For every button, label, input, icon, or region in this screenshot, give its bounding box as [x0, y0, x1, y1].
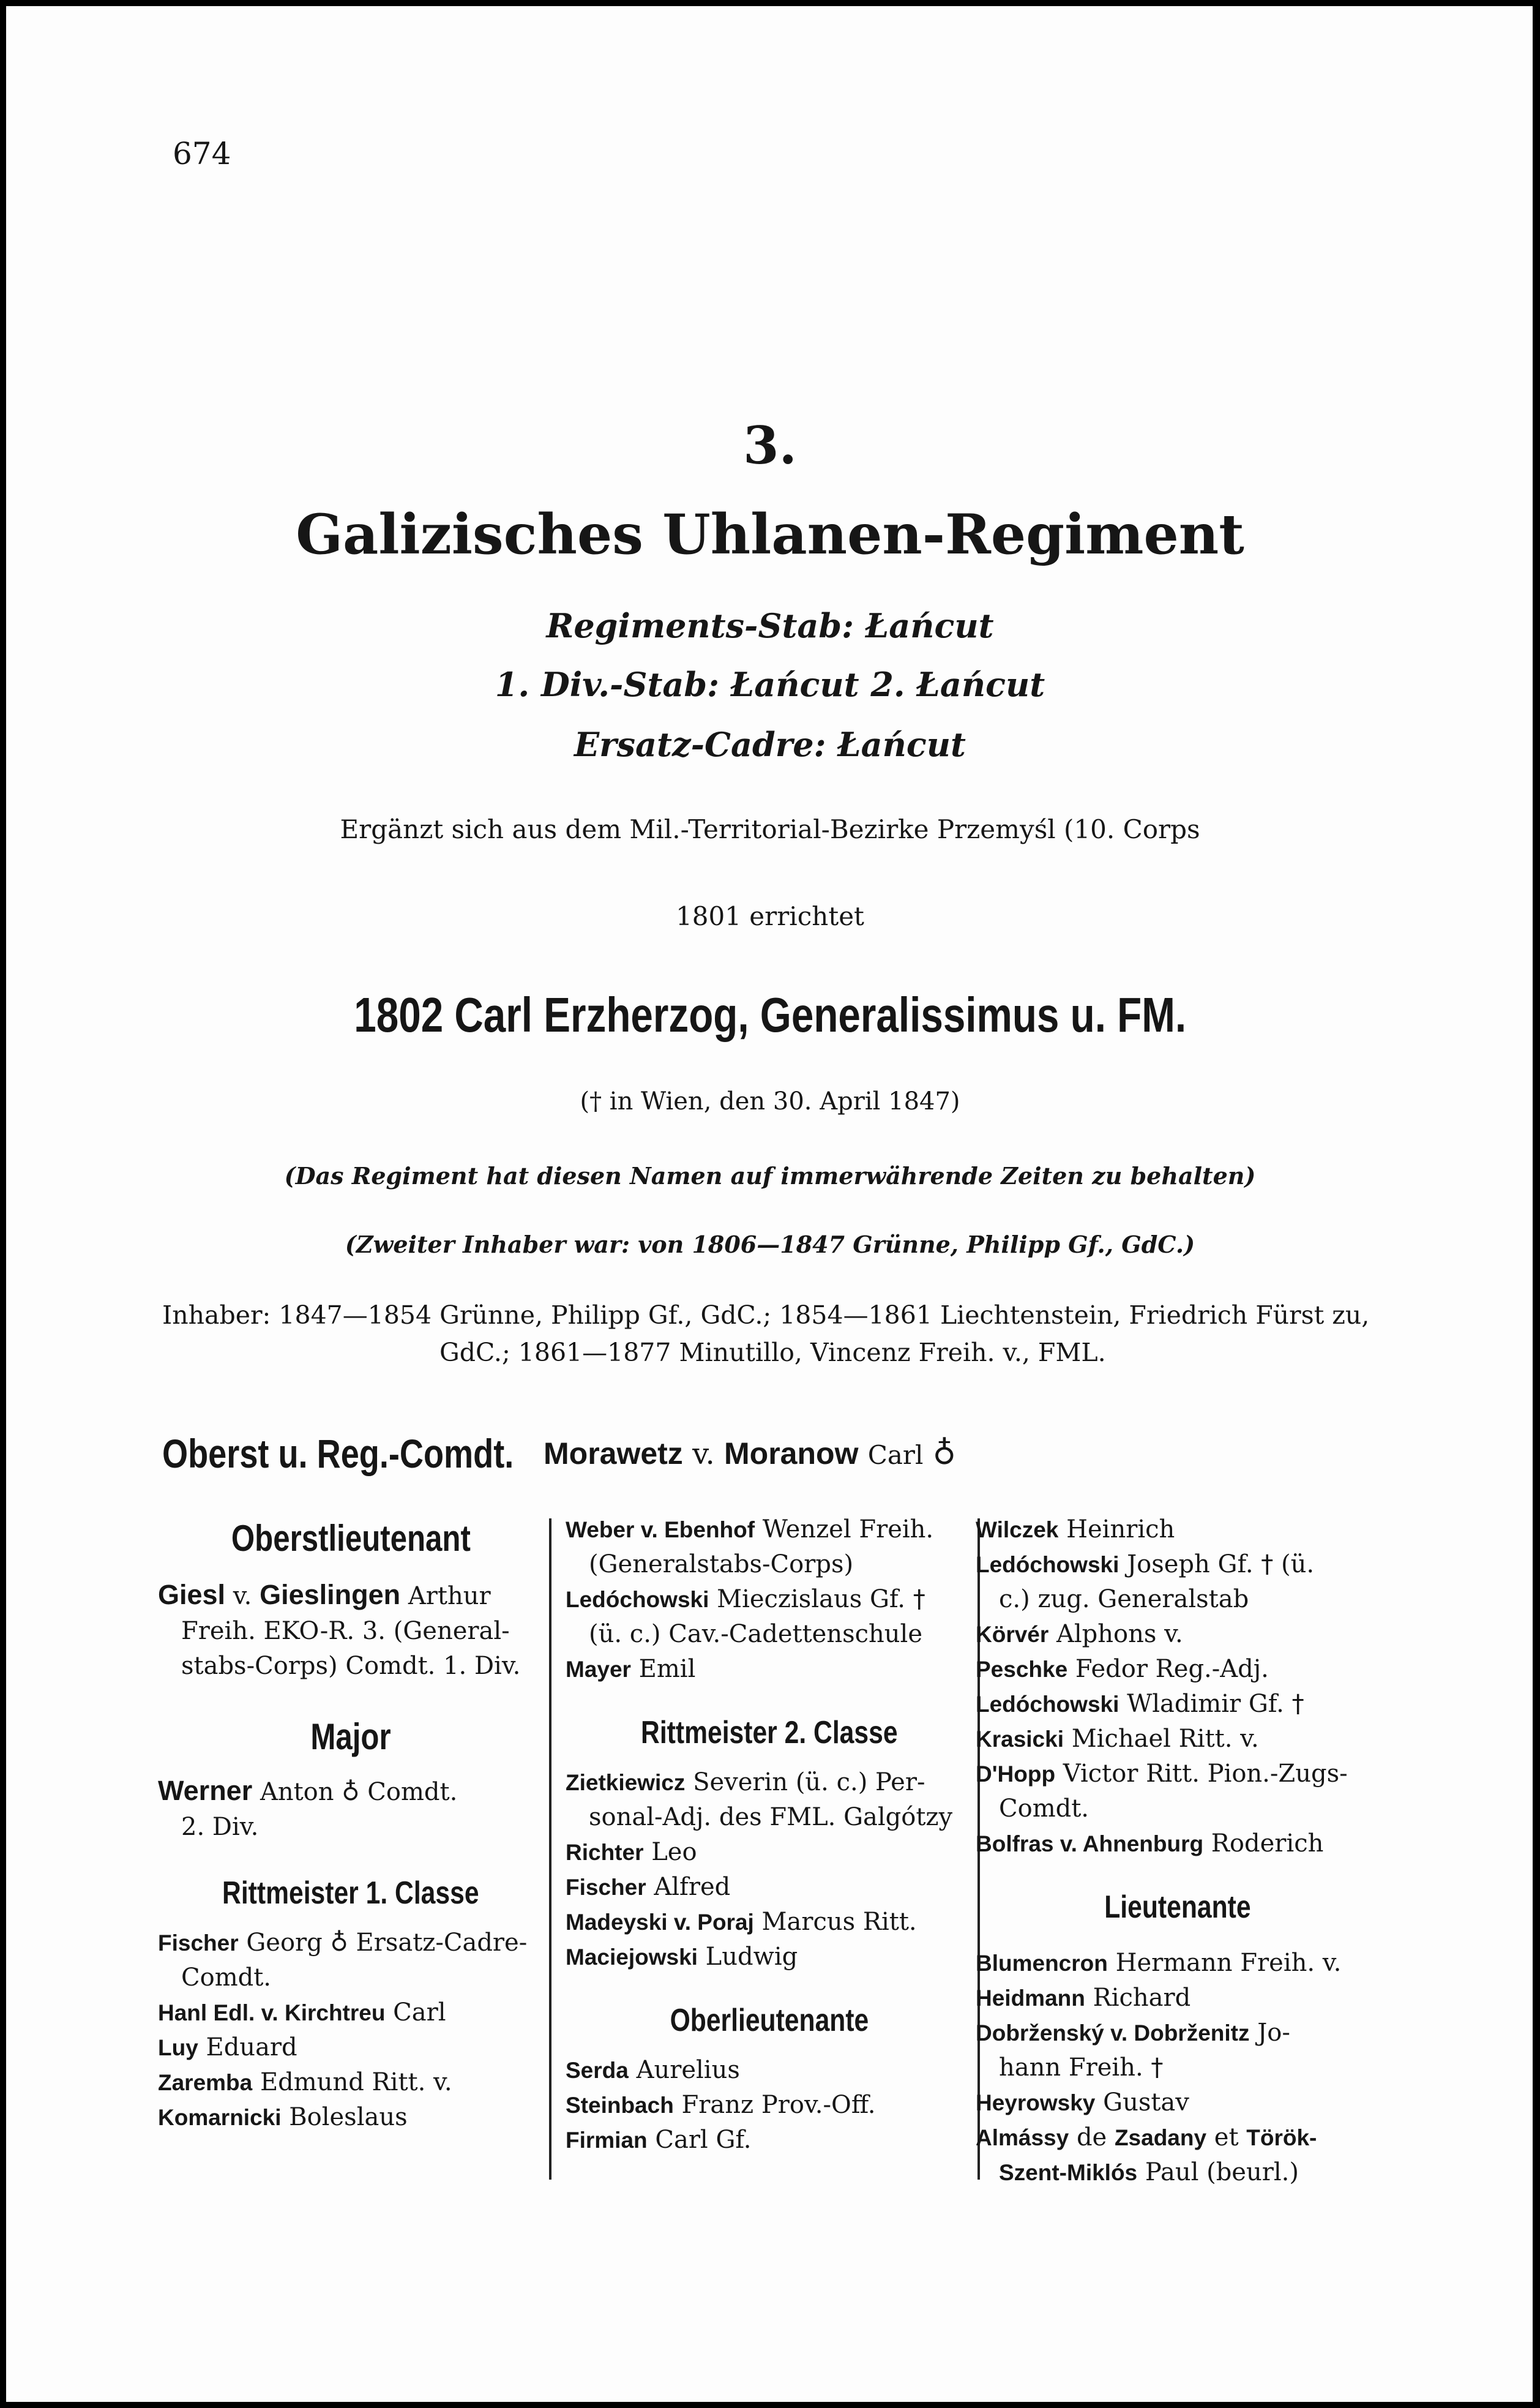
- entry-dhopp: D'Hopp Victor Ritt. Pion.-Zugs-: [976, 1760, 1348, 1788]
- inhaber-line-1: Inhaber: 1847—1854 Grünne, Philipp Gf., GdC.; 1854—1861 Liechtenstein, Friedrich Fürst zu,: [162, 1300, 1370, 1330]
- entry-weber: Weber v. Ebenhof Wenzel Freih.: [566, 1515, 934, 1543]
- stab-line-1: Regiments-Stab: Łańcut: [546, 606, 994, 645]
- oberst-v: v.: [692, 1437, 715, 1471]
- entry-korver: Körvér Alphons v.: [976, 1620, 1183, 1648]
- entry-madeyski: Madeyski v. Poraj Marcus Ritt.: [566, 1908, 917, 1936]
- entry-blumencron: Blumencron Hermann Freih. v.: [976, 1949, 1342, 1977]
- heading-rittmeister-1: Rittmeister 1. Classe: [222, 1875, 479, 1911]
- errichtet-line: 1801 errichtet: [676, 901, 864, 931]
- entry-fischer-georg: Fischer Georg ♁ Ersatz-Cadre-: [158, 1929, 528, 1957]
- regiment-title: Galizisches Uhlanen-Regiment: [296, 502, 1244, 567]
- inhaber-line-2: GdC.; 1861—1877 Minutillo, Vincenz Freih. v., FML.: [439, 1338, 1106, 1367]
- heading-major: Major: [310, 1716, 391, 1757]
- oberst-given: Carl: [867, 1440, 924, 1470]
- entry-bolfras: Bolfras v. Ahnenburg Roderich: [976, 1829, 1324, 1858]
- column-divider-1: [549, 1518, 551, 2180]
- note-zweiter-inhaber: (Zweiter Inhaber war: von 1806—1847 Grünne, Philipp Gf., GdC.): [345, 1231, 1195, 1258]
- entry-peschke: Peschke Fedor Reg.-Adj.: [976, 1655, 1269, 1683]
- death-line: († in Wien, den 30. April 1847): [580, 1087, 960, 1116]
- regiment-number: 3.: [743, 415, 797, 476]
- cross-icon: †: [1151, 2054, 1164, 2082]
- entry-luy: Luy Eduard: [158, 2033, 297, 2061]
- stab-line-3: Ersatz-Cadre: Łańcut: [574, 725, 966, 764]
- inhaber-main: 1802 Carl Erzherzog, Generalissimus u. FM.: [354, 988, 1186, 1042]
- stab-line-2: 1. Div.-Stab: Łańcut 2. Łańcut: [495, 665, 1045, 704]
- column-3: Wilczek Heinrich Ledóchowski Joseph Gf. † (ü. c.) zug. Generalstab Körvér Alphons v. Peschke Fedor Reg.-Adj. Ledóchowski Wladimir Gf. † Krasicki Michael Ritt. v. D'Hopp Victor Ritt. Pion.-Zugs- Comdt. Bolfras v. Ahnenburg Roderich Lieutenante Blumencron Hermann Freih. v. Heidmann Richard Dobrženský v. Dobrženitz Jo- hann Freih. † Heyrowsky Gustav Almássy de Zsadany et Török- Szent-Miklós Paul (beurl.): [976, 1512, 1380, 2190]
- oberst-label: Oberst u. Reg.-Comdt.: [162, 1431, 514, 1476]
- entry-almassy: Almássy de Zsadany et Török-: [976, 2123, 1317, 2151]
- order-mark-icon: ♁: [342, 1778, 360, 1806]
- heading-rittmeister-2: Rittmeister 2. Classe: [640, 1715, 898, 1750]
- entry-serda: Serda Aurelius: [566, 2056, 740, 2084]
- entry-steinbach: Steinbach Franz Prov.-Off.: [566, 2091, 876, 2119]
- entry-dobrzensky: Dobrženský v. Dobrženitz Jo-: [976, 2019, 1290, 2047]
- erganzt-line: Ergänzt sich aus dem Mil.-Territorial-Bezirke Przemyśl (10. Corps: [340, 814, 1200, 844]
- entry-heyrowsky: Heyrowsky Gustav: [976, 2088, 1189, 2117]
- heading-oberstlieutenant: Oberstlieutenant: [231, 1518, 471, 1559]
- entry-zietkiewicz: Zietkiewicz Severin (ü. c.) Per-: [566, 1768, 925, 1796]
- cross-icon: †: [1261, 1550, 1274, 1578]
- entry-richter: Richter Leo: [566, 1838, 697, 1866]
- entry-giesl: Giesl v. Gieslingen Arthur: [158, 1579, 491, 1610]
- column-2: Weber v. Ebenhof Wenzel Freih. (Generalstabs-Corps) Ledóchowski Mieczislaus Gf. † (ü. c.) Cav.-Cadettenschule Mayer Emil Rittmeister 2. Classe Zietkiewicz Severin (ü. c.) Per- sonal-Adj. des FML. Galgótzy Richter Leo Fischer Alfred Madeyski v. Poraj Marcus Ritt. Maciejowski Ludwig Oberlieutenante Serda Aurelius Steinbach Franz Prov.-Off. Firmian Carl Gf.: [566, 1512, 973, 2158]
- entry-ledochowski-mieczislaus: Ledóchowski Mieczislaus Gf. †: [566, 1585, 925, 1613]
- entry-komarnicki: Komarnicki Boleslaus: [158, 2103, 408, 2131]
- note-regiment-name: (Das Regiment hat diesen Namen auf immerwährende Zeiten zu behalten): [284, 1162, 1256, 1190]
- cross-icon: †: [1291, 1690, 1304, 1718]
- column-1: Oberstlieutenant Giesl v. Gieslingen Arthur Freih. EKO-R. 3. (General- stabs-Corps) Comdt. 1. Div. Major Werner Anton ♁ Comdt. 2. Div. Rittmeister 1. Classe Fischer Georg ♁ Ersatz-Cadre- Comdt. Hanl Edl. v. Kirchtreu Carl Luy Eduard Zaremba Edmund Ritt. v. Komarnicki Boleslaus: [158, 1512, 544, 2135]
- oberst-name-row: [544, 1435, 956, 1472]
- order-mark-icon: ♁: [932, 1435, 956, 1472]
- entry-mayer: Mayer Emil: [566, 1655, 696, 1683]
- heading-lieutenante: Lieutenante: [1104, 1889, 1251, 1925]
- entry-firmian: Firmian Carl Gf.: [566, 2126, 752, 2154]
- entry-heidmann: Heidmann Richard: [976, 1984, 1191, 2012]
- entry-zaremba: Zaremba Edmund Ritt. v.: [158, 2068, 452, 2096]
- entry-maciejowski: Maciejowski Ludwig: [566, 1943, 798, 1971]
- oberst-name2: Moranow: [724, 1436, 859, 1471]
- page-number: 674: [173, 136, 231, 171]
- entry-werner: Werner Anton ♁ Comdt.: [158, 1775, 458, 1806]
- entry-ledochowski-joseph: Ledóchowski Joseph Gf. † (ü.: [976, 1550, 1315, 1578]
- entry-hanl: Hanl Edl. v. Kirchtreu Carl: [158, 1998, 446, 2027]
- entry-krasicki: Krasicki Michael Ritt. v.: [976, 1725, 1259, 1753]
- heading-oberlieutenante: Oberlieutenante: [670, 2003, 869, 2038]
- oberst-name: Morawetz: [544, 1436, 683, 1471]
- oberst-row: [162, 1430, 517, 1477]
- entry-fischer-alfred: Fischer Alfred: [566, 1873, 731, 1901]
- cross-icon: †: [913, 1585, 925, 1613]
- entry-ledochowski-wladimir: Ledóchowski Wladimir Gf. †: [976, 1690, 1304, 1718]
- entry-wilczek: Wilczek Heinrich: [976, 1515, 1175, 1543]
- order-mark-icon: ♁: [330, 1929, 348, 1957]
